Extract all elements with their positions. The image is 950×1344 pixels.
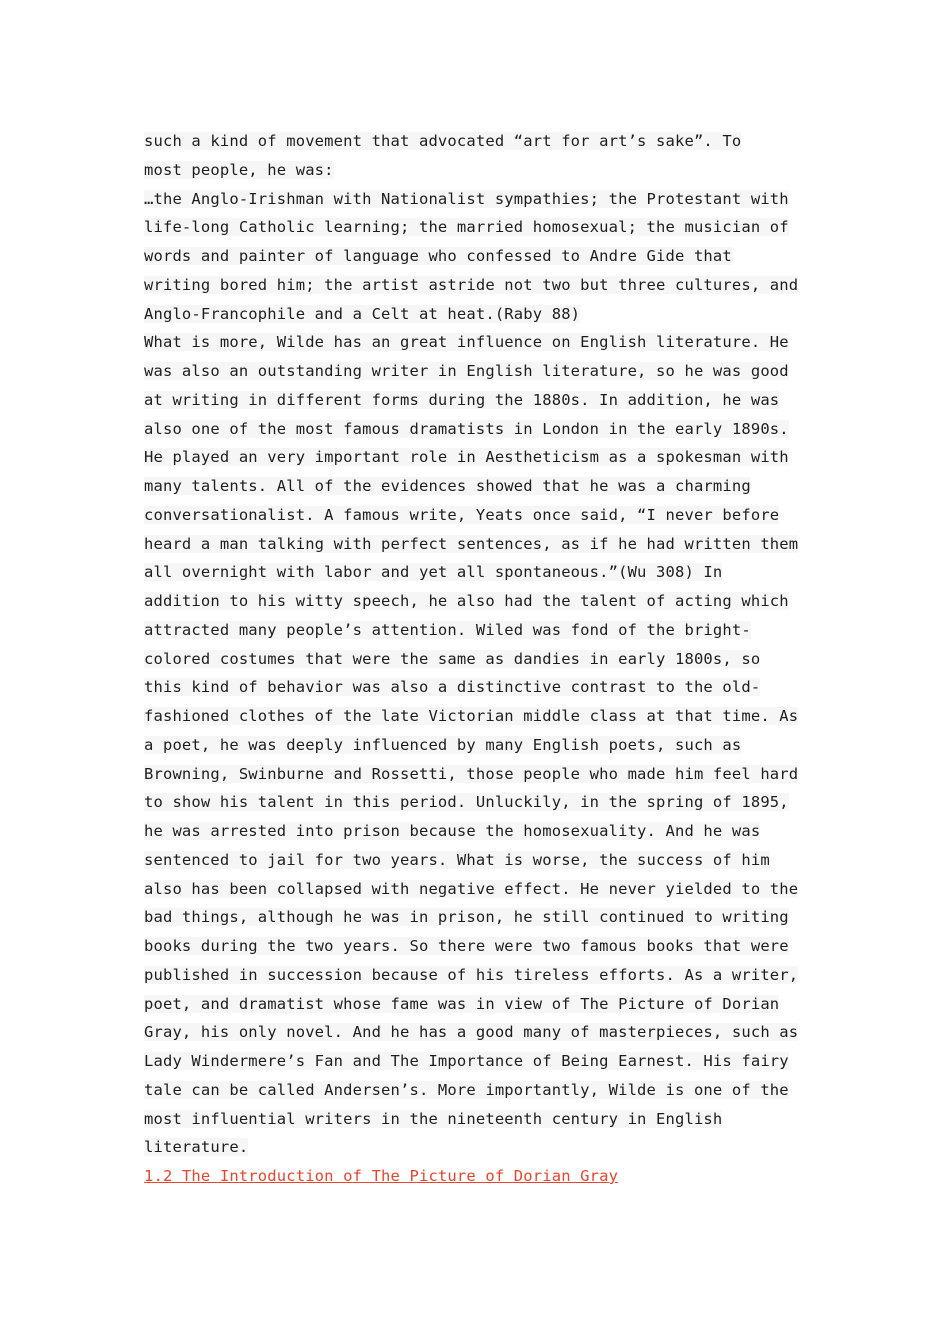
- text-line: attracted many people’s attention. Wiled was fond of the bright-: [144, 620, 751, 639]
- text-line: Gray, his only novel. And he has a good many of masterpieces, such as: [144, 1023, 799, 1042]
- text-line: a poet, he was deeply influenced by many English poets, such as: [144, 735, 742, 754]
- text-line: fashioned clothes of the late Victorian middle class at that time. As: [144, 707, 799, 725]
- text-line: Lady Windermere’s Fan and The Importance of Being Earnest. His fairy: [144, 1052, 789, 1070]
- text-line: He played an very important role in Aestheticism as a spokesman with: [144, 448, 789, 467]
- text-line: heard a man talking with perfect sentences, as if he had written them: [144, 534, 799, 553]
- text-line: conversationalist. A famous write, Yeats once said, “I never before: [144, 505, 780, 524]
- text-line: such a kind of movement that advocated “art for art’s sake”. To: [144, 132, 742, 150]
- section-heading: [144, 1162, 814, 1191]
- body-text: [144, 127, 814, 1191]
- quote-line: writing bored him; the artist astride not two but three cultures, and: [144, 275, 799, 294]
- text-line: sentenced to jail for two years. What is worse, the success of him: [144, 850, 770, 869]
- text-line: poet, and dramatist whose fame was in view of The Picture of Dorian: [144, 994, 780, 1013]
- text-line: books during the two years. So there were two famous books that were: [144, 937, 789, 955]
- text-line: all overnight with labor and yet all spontaneous.”(Wu 308) In: [144, 563, 723, 582]
- text-line: bad things, although he was in prison, he still continued to writing: [144, 908, 789, 927]
- section-heading-link[interactable]: 1.2 The Introduction of The Picture of Dorian Gray: [144, 1167, 619, 1185]
- text-line: What is more, Wilde has an great influence on English literature. He: [144, 333, 789, 352]
- text-line: addition to his witty speech, he also had the talent of acting which: [144, 592, 789, 610]
- text-line: also one of the most famous dramatists in London in the early 1890s.: [144, 419, 789, 438]
- text-line: this kind of behavior was also a distinctive contrast to the old-: [144, 678, 761, 697]
- text-line: tale can be called Andersen’s. More importantly, Wilde is one of the: [144, 1080, 789, 1099]
- text-line: to show his talent in this period. Unluckily, in the spring of 1895,: [144, 793, 789, 812]
- text-line: most people, he was:: [144, 160, 334, 179]
- quote-line: …the Anglo-Irishman with Nationalist sympathies; the Protestant with: [144, 189, 789, 208]
- text-line: colored costumes that were the same as dandies in early 1800s, so: [144, 649, 761, 668]
- text-line: at writing in different forms during the 1880s. In addition, he was: [144, 390, 780, 409]
- text-line: was also an outstanding writer in English literature, so he was good: [144, 362, 789, 380]
- text-line: Browning, Swinburne and Rossetti, those people who made him feel hard: [144, 764, 799, 783]
- quote-line: words and painter of language who confessed to Andre Gide that: [144, 247, 732, 265]
- text-line: most influential writers in the nineteenth century in English: [144, 1109, 723, 1128]
- text-line: literature.: [144, 1138, 249, 1157]
- text-line: published in succession because of his tireless efforts. As a writer,: [144, 965, 799, 984]
- quote-line: life-long Catholic learning; the married homosexual; the musician of: [144, 218, 789, 237]
- quote-line: Anglo-Francophile and a Celt at heat.(Raby 88): [144, 304, 581, 323]
- text-line: he was arrested into prison because the homosexuality. And he was: [144, 822, 761, 840]
- text-line: many talents. All of the evidences showed that he was a charming: [144, 477, 751, 495]
- text-line: also has been collapsed with negative effect. He never yielded to the: [144, 879, 799, 898]
